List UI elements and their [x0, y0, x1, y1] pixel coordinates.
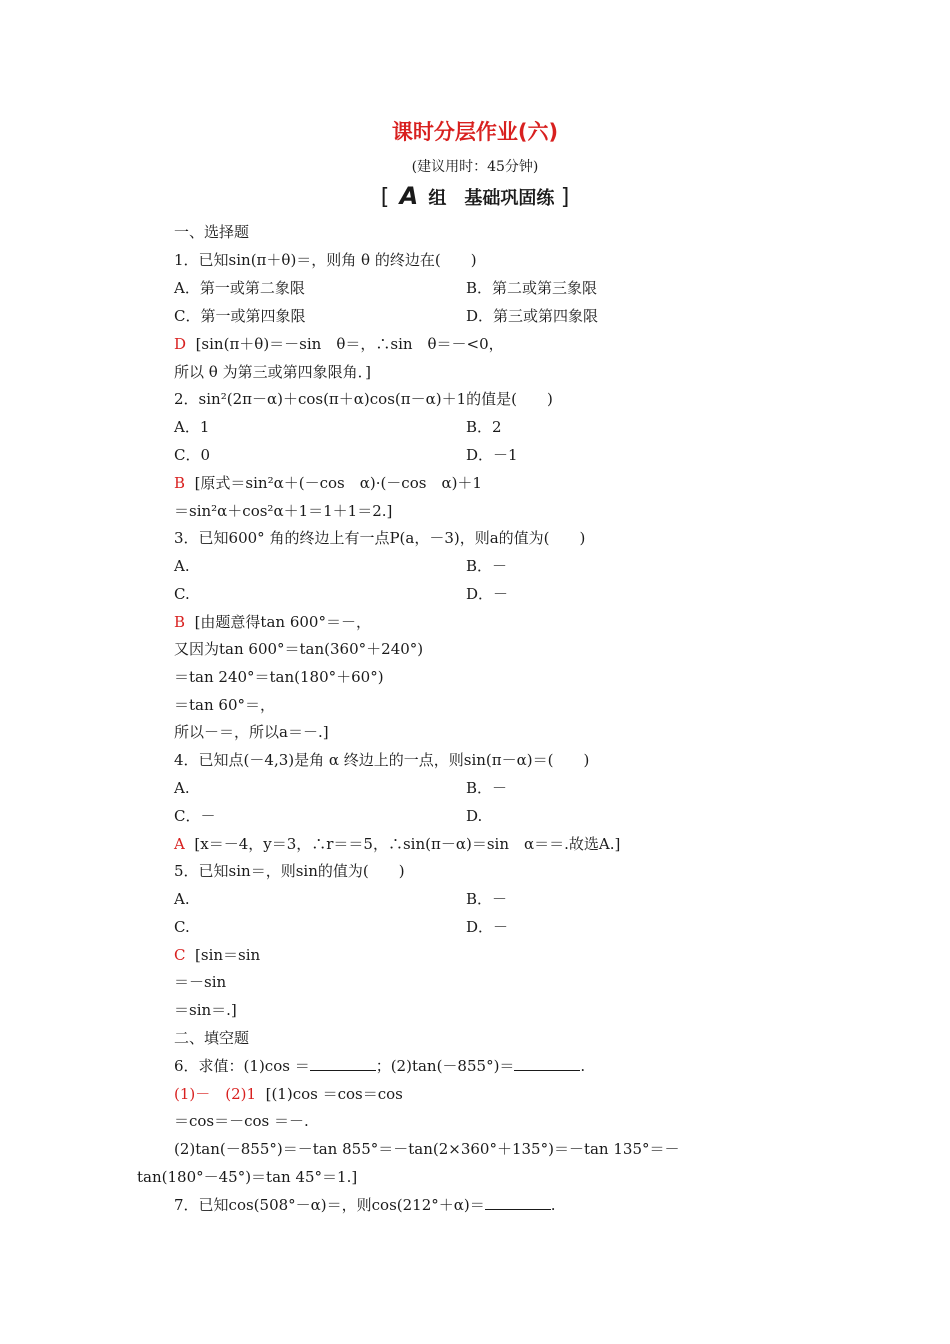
question-7-stem [174, 1195, 556, 1215]
q3-solution-line: [由题意得tan 600°＝－， [194, 613, 371, 631]
q6-blank-2[interactable] [514, 1056, 580, 1071]
q2-solution-line: [原式＝sin²α＋(－cos α)·(－cos α)＋1 [194, 474, 482, 492]
q5-solution [174, 945, 260, 965]
page-title: 课时分层作业(六) [391, 120, 559, 144]
bracket-right: ] [560, 185, 570, 210]
q2-solution [174, 473, 482, 493]
section-choice: 一、选择题 [174, 223, 250, 241]
question-4-stem: 4．已知点(－4,3)是角 α 终边上的一点，则sin(π－α)＝( ) [174, 751, 590, 769]
q3-solution [174, 612, 371, 632]
q2-answer: B [174, 474, 186, 492]
q5-option-c: C. [174, 918, 190, 936]
section-fill: 二、填空题 [174, 1029, 250, 1047]
q7-blank[interactable] [485, 1195, 551, 1210]
q4-option-d: D. [466, 807, 483, 825]
q3-answer: B [174, 613, 186, 631]
q2-option-d: D．－1 [466, 446, 518, 464]
q3-option-a: A. [174, 557, 190, 575]
page-subtitle: (建议用时：45分钟) [411, 159, 539, 175]
q5-solution-line-2: ＝－sin [174, 973, 227, 991]
q4-option-c: C．－ [174, 807, 216, 825]
q6-solution [174, 1084, 403, 1104]
q6-solution-line: [(1)cos ＝cos＝cos [265, 1085, 403, 1103]
q5-solution-line-3: ＝sin＝.] [174, 1001, 237, 1019]
q2-option-c: C．0 [174, 446, 211, 464]
q1-option-c: C．第一或第四象限 [174, 307, 306, 325]
q7-stem-part-1: 7．已知cos(508°－α)＝，则cos(212°＋α)＝ [174, 1196, 485, 1214]
group-title: 组 基础巩固练 [428, 188, 555, 209]
q6-stem-end: . [580, 1057, 586, 1075]
q2-option-b: B．2 [466, 418, 502, 436]
question-5-stem: 5．已知sin＝，则sin的值为( ) [174, 862, 405, 880]
bracket-left: [ [380, 185, 390, 210]
q1-solution-line-2: 所以 θ 为第三或第四象限角．] [174, 363, 371, 381]
q1-option-d: D．第三或第四象限 [466, 307, 599, 325]
q6-blank-1[interactable] [310, 1056, 376, 1071]
q6-answer: (1)－ (2)1 [174, 1085, 257, 1103]
q6-stem-part-1: 6．求值：(1)cos ＝ [174, 1057, 310, 1075]
q7-stem-end: . [550, 1196, 556, 1214]
q6-solution-line-4: tan(180°－45°)＝tan 45°＝1.] [137, 1168, 358, 1186]
group-heading [0, 182, 950, 210]
q4-solution-line: [x＝－4，y＝3，∴r＝＝5，∴sin(π－α)＝sin α＝＝.故选A.] [194, 835, 621, 853]
question-6-stem [174, 1056, 585, 1076]
q2-solution-line-2: ＝sin²α＋cos²α＋1＝1＋1＝2.] [174, 502, 393, 520]
q6-stem-part-2: ；(2)tan(－855°)＝ [375, 1057, 515, 1075]
q6-solution-line-3: (2)tan(－855°)＝－tan 855°＝－tan(2×360°＋135°)＝－tan 135°＝－ [174, 1140, 680, 1158]
q3-option-d: D．－ [466, 585, 509, 603]
q5-option-a: A. [174, 890, 190, 908]
question-1-stem: 1．已知sin(π＋θ)＝，则角 θ 的终边在( ) [174, 251, 477, 269]
q3-solution-line-3: ＝tan 240°＝tan(180°＋60°) [174, 668, 384, 686]
q4-option-a: A. [174, 779, 190, 797]
q1-option-a: A．第一或第二象限 [174, 279, 305, 297]
q5-option-b: B．－ [466, 890, 508, 908]
q1-option-b: B．第二或第三象限 [466, 279, 598, 297]
q1-answer: D [174, 335, 187, 353]
q5-answer: C [174, 946, 186, 964]
question-3-stem: 3．已知600° 角的终边上有一点P(a，－3)，则a的值为( ) [174, 529, 586, 547]
q3-solution-line-2: 又因为tan 600°＝tan(360°＋240°) [174, 640, 424, 658]
q3-option-c: C. [174, 585, 190, 603]
q2-option-a: A．1 [174, 418, 210, 436]
q4-option-b: B．－ [466, 779, 508, 797]
q5-option-d: D．－ [466, 918, 509, 936]
group-letter: A [399, 182, 419, 210]
question-2-stem: 2．sin²(2π－α)＋cos(π＋α)cos(π－α)＋1的值是( ) [174, 390, 553, 408]
q3-solution-line-4: ＝tan 60°＝， [174, 696, 275, 714]
q5-solution-line: [sin＝sin [195, 946, 261, 964]
q6-solution-line-2: ＝cos＝－cos ＝－. [174, 1112, 309, 1130]
q4-solution [174, 834, 620, 854]
q1-solution-line: [sin(π＋θ)＝－sin θ＝，∴sin θ＝－<0， [195, 335, 504, 353]
q3-option-b: B．－ [466, 557, 508, 575]
q3-solution-line-5: 所以－＝，所以a＝－.] [174, 723, 329, 741]
q1-solution [174, 334, 504, 354]
q4-answer: A [174, 835, 185, 853]
